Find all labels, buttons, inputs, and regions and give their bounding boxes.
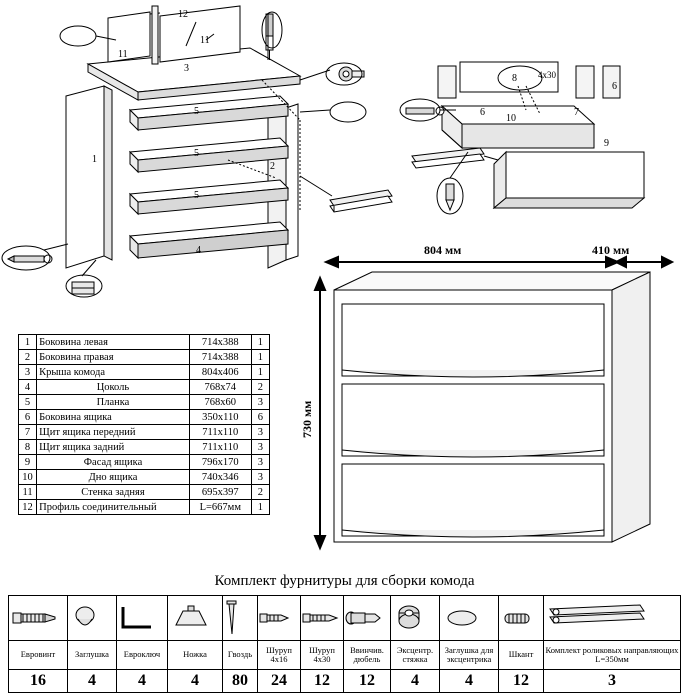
table-row [19,350,270,365]
hardware-count: 80 [223,670,258,693]
width-dimension-label: 804 мм [424,243,462,257]
part-no: 8 [19,440,37,455]
part-no: 7 [19,425,37,440]
nail-icon [223,598,241,638]
hardware-icon-cell [499,596,544,641]
part-name: Боковина ящика [37,410,190,425]
hardware-count: 3 [544,670,681,693]
part-qty: 3 [251,470,269,485]
dowel-icon [499,606,535,630]
chest-product-view [312,252,682,572]
part-qty: 3 [251,440,269,455]
hardware-name: Комплект роликовых направляющих L=350мм [544,641,681,670]
table-row [19,335,270,350]
part-name: Боковина левая [37,335,190,350]
callout-11-right: 11 [200,35,210,46]
part-size: 804х406 [189,365,251,380]
hardware-count: 4 [117,670,168,693]
callout-6-left: 6 [480,107,485,118]
part-size: 740х346 [189,470,251,485]
hardware-name: Шуруп 4х30 [301,641,344,670]
hardware-icon-cell [258,596,301,641]
part-name: Планка [37,395,190,410]
table-row [19,395,270,410]
part-no: 11 [19,485,37,500]
euro-screw-icon [9,601,59,635]
part-qty: 3 [251,395,269,410]
callout-3: 3 [184,63,189,74]
hardware-name: Ввинчив. дюбель [344,641,391,670]
callout-1: 1 [92,154,97,165]
callout-12: 12 [178,9,188,20]
part-name: Профиль соединительный [37,500,190,515]
hardware-count: 4 [391,670,440,693]
hardware-count: 12 [301,670,344,693]
table-row [19,425,270,440]
part-name: Цоколь [37,380,190,395]
hardware-count: 4 [440,670,499,693]
part-no: 1 [19,335,37,350]
hardware-icon-cell [544,596,681,641]
table-row [19,500,270,515]
part-no: 5 [19,395,37,410]
euro-key-icon [117,603,159,633]
callout-5-b: 5 [194,148,199,159]
callout-6-right: 6 [612,81,617,92]
part-qty: 3 [251,455,269,470]
table-row [19,380,270,395]
screw-in-dowel-icon [344,604,384,632]
part-no: 12 [19,500,37,515]
part-size: 711х110 [189,440,251,455]
table-row [19,440,270,455]
hardware-icon-cell [440,596,499,641]
hardware-name: Эксцентр. стяжка [391,641,440,670]
hardware-count: 12 [344,670,391,693]
hardware-icon-cell [391,596,440,641]
part-name: Щит ящика задний [37,440,190,455]
hardware-kit-title: Комплект фурнитуры для сборки комода [214,573,475,589]
part-no: 3 [19,365,37,380]
table-row [19,410,270,425]
hardware-count: 4 [168,670,223,693]
hardware-name: Шуруп 4х16 [258,641,301,670]
hardware-icon-cell [301,596,344,641]
part-name: Фасад ящика [37,455,190,470]
hardware-count: 12 [499,670,544,693]
callout-5-a: 5 [194,106,199,117]
foot-icon [168,603,214,633]
hardware-count: 16 [9,670,68,693]
part-qty: 3 [251,425,269,440]
part-size: 711х110 [189,425,251,440]
depth-dimension-label: 410 мм [592,243,630,257]
hardware-name: Заглушка для эксцентрика [440,641,499,670]
height-dimension-label: 730 мм [300,400,314,438]
hardware-name: Ножка [168,641,223,670]
parts-table [18,334,270,515]
table-row [19,485,270,500]
part-name: Боковина правая [37,350,190,365]
hardware-name: Заглушка [68,641,117,670]
hardware-name: Гвоздь [223,641,258,670]
part-qty: 1 [251,365,269,380]
callout-4: 4 [196,245,201,256]
callout-5-c: 5 [194,190,199,201]
hardware-count: 4 [68,670,117,693]
table-row [19,455,270,470]
table-row [19,470,270,485]
part-qty: 2 [251,485,269,500]
part-size: 796х170 [189,455,251,470]
table-row [19,365,270,380]
hardware-name: Шкант [499,641,544,670]
part-no: 4 [19,380,37,395]
cap-icon [68,603,102,633]
part-size: L=667мм [189,500,251,515]
part-qty: 1 [251,350,269,365]
callout-10: 10 [506,113,516,124]
width-dimension-arrow [326,257,618,267]
screw-4x16-icon [258,604,294,632]
cam-lock-icon [391,602,427,634]
depth-dimension-arrow [616,257,672,267]
callout-8: 8 [512,73,517,84]
part-size: 714х388 [189,350,251,365]
screw-4x30-icon [301,604,339,632]
part-qty: 6 [251,410,269,425]
part-size: 768х74 [189,380,251,395]
part-size: 350х110 [189,410,251,425]
part-no: 6 [19,410,37,425]
part-name: Крыша комода [37,365,190,380]
part-size: 768х60 [189,395,251,410]
part-name: Щит ящика передний [37,425,190,440]
part-no: 2 [19,350,37,365]
hardware-icon-cell [117,596,168,641]
hardware-count: 24 [258,670,301,693]
callout-2: 2 [270,161,275,172]
hardware-kit-table [8,595,681,693]
part-no: 9 [19,455,37,470]
part-name: Дно ящика [37,470,190,485]
part-no: 10 [19,470,37,485]
part-qty: 2 [251,380,269,395]
hardware-icon-cell [344,596,391,641]
part-size: 714х388 [189,335,251,350]
hardware-icon-cell [168,596,223,641]
hardware-icon-cell [68,596,117,641]
hardware-icon-cell [9,596,68,641]
height-dimension-arrow [315,278,325,548]
hardware-name: Евровинт [9,641,68,670]
callout-7: 7 [574,107,579,118]
hardware-name: Евроключ [117,641,168,670]
part-name: Стенка задняя [37,485,190,500]
callout-11-left: 11 [118,49,128,60]
hardware-icon-cell [223,596,258,641]
callout-9: 9 [604,138,609,149]
screw-size-note: 4х30 [538,70,556,80]
part-qty: 1 [251,500,269,515]
cam-cap-icon [440,606,484,630]
drawer-slides-icon [544,601,648,635]
part-size: 695х397 [189,485,251,500]
part-qty: 1 [251,335,269,350]
